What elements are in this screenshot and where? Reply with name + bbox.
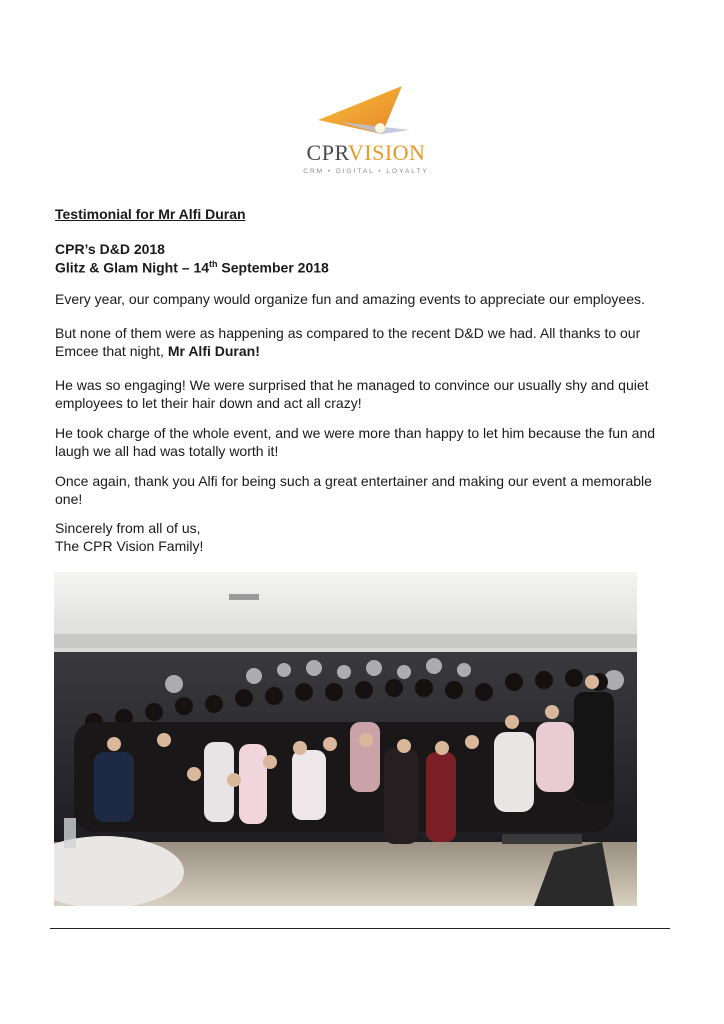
event-date-part2: September 2018 [217,259,329,276]
logo-mark-icon [310,82,422,138]
event-date-line [55,259,329,276]
emcee-name: Mr Alfi Duran! [167,343,260,359]
paragraph-emcee-text: But none of them were as happening as compared to the recent D&D we had. All thanks to our Emcee that night, [55,325,641,359]
closing [55,519,675,555]
group-photo [54,572,637,906]
event-date-ordinal: th [209,259,218,269]
paragraph-emcee [55,324,675,360]
logo-wordmark [300,140,432,166]
company-logo [300,82,432,178]
logo-tagline: CRM • DIGITAL • LOYALTY [303,168,429,175]
logo-brand-cpr: CPR [306,140,348,165]
paragraph-intro: Every year, our company would organize fun and amazing events to appreciate our employees. [55,291,645,307]
event-date-part1: Glitz & Glam Night – 14 [55,259,210,276]
closing-signature: The CPR Vision Family! [55,538,204,554]
paragraph-engaging: He was so engaging! We were surprised that he managed to convince our usually shy and quiet employees to let their hair down and act all crazy! [55,377,649,411]
paragraph-thanks: Once again, thank you Alfi for being such a great entertainer and making our event a memorable one! [55,473,652,507]
footer-divider [50,928,670,929]
logo-brand-vision: VISION [347,140,426,165]
paragraph-charge: He took charge of the whole event, and we were more than happy to let him because the fun and laugh we all had was totally worth it! [55,425,656,459]
closing-line-1: Sincerely from all of us, [55,520,201,536]
event-name: CPR’s D&D 2018 [55,241,165,257]
letter-title: Testimonial for Mr Alfi Duran [55,206,246,222]
